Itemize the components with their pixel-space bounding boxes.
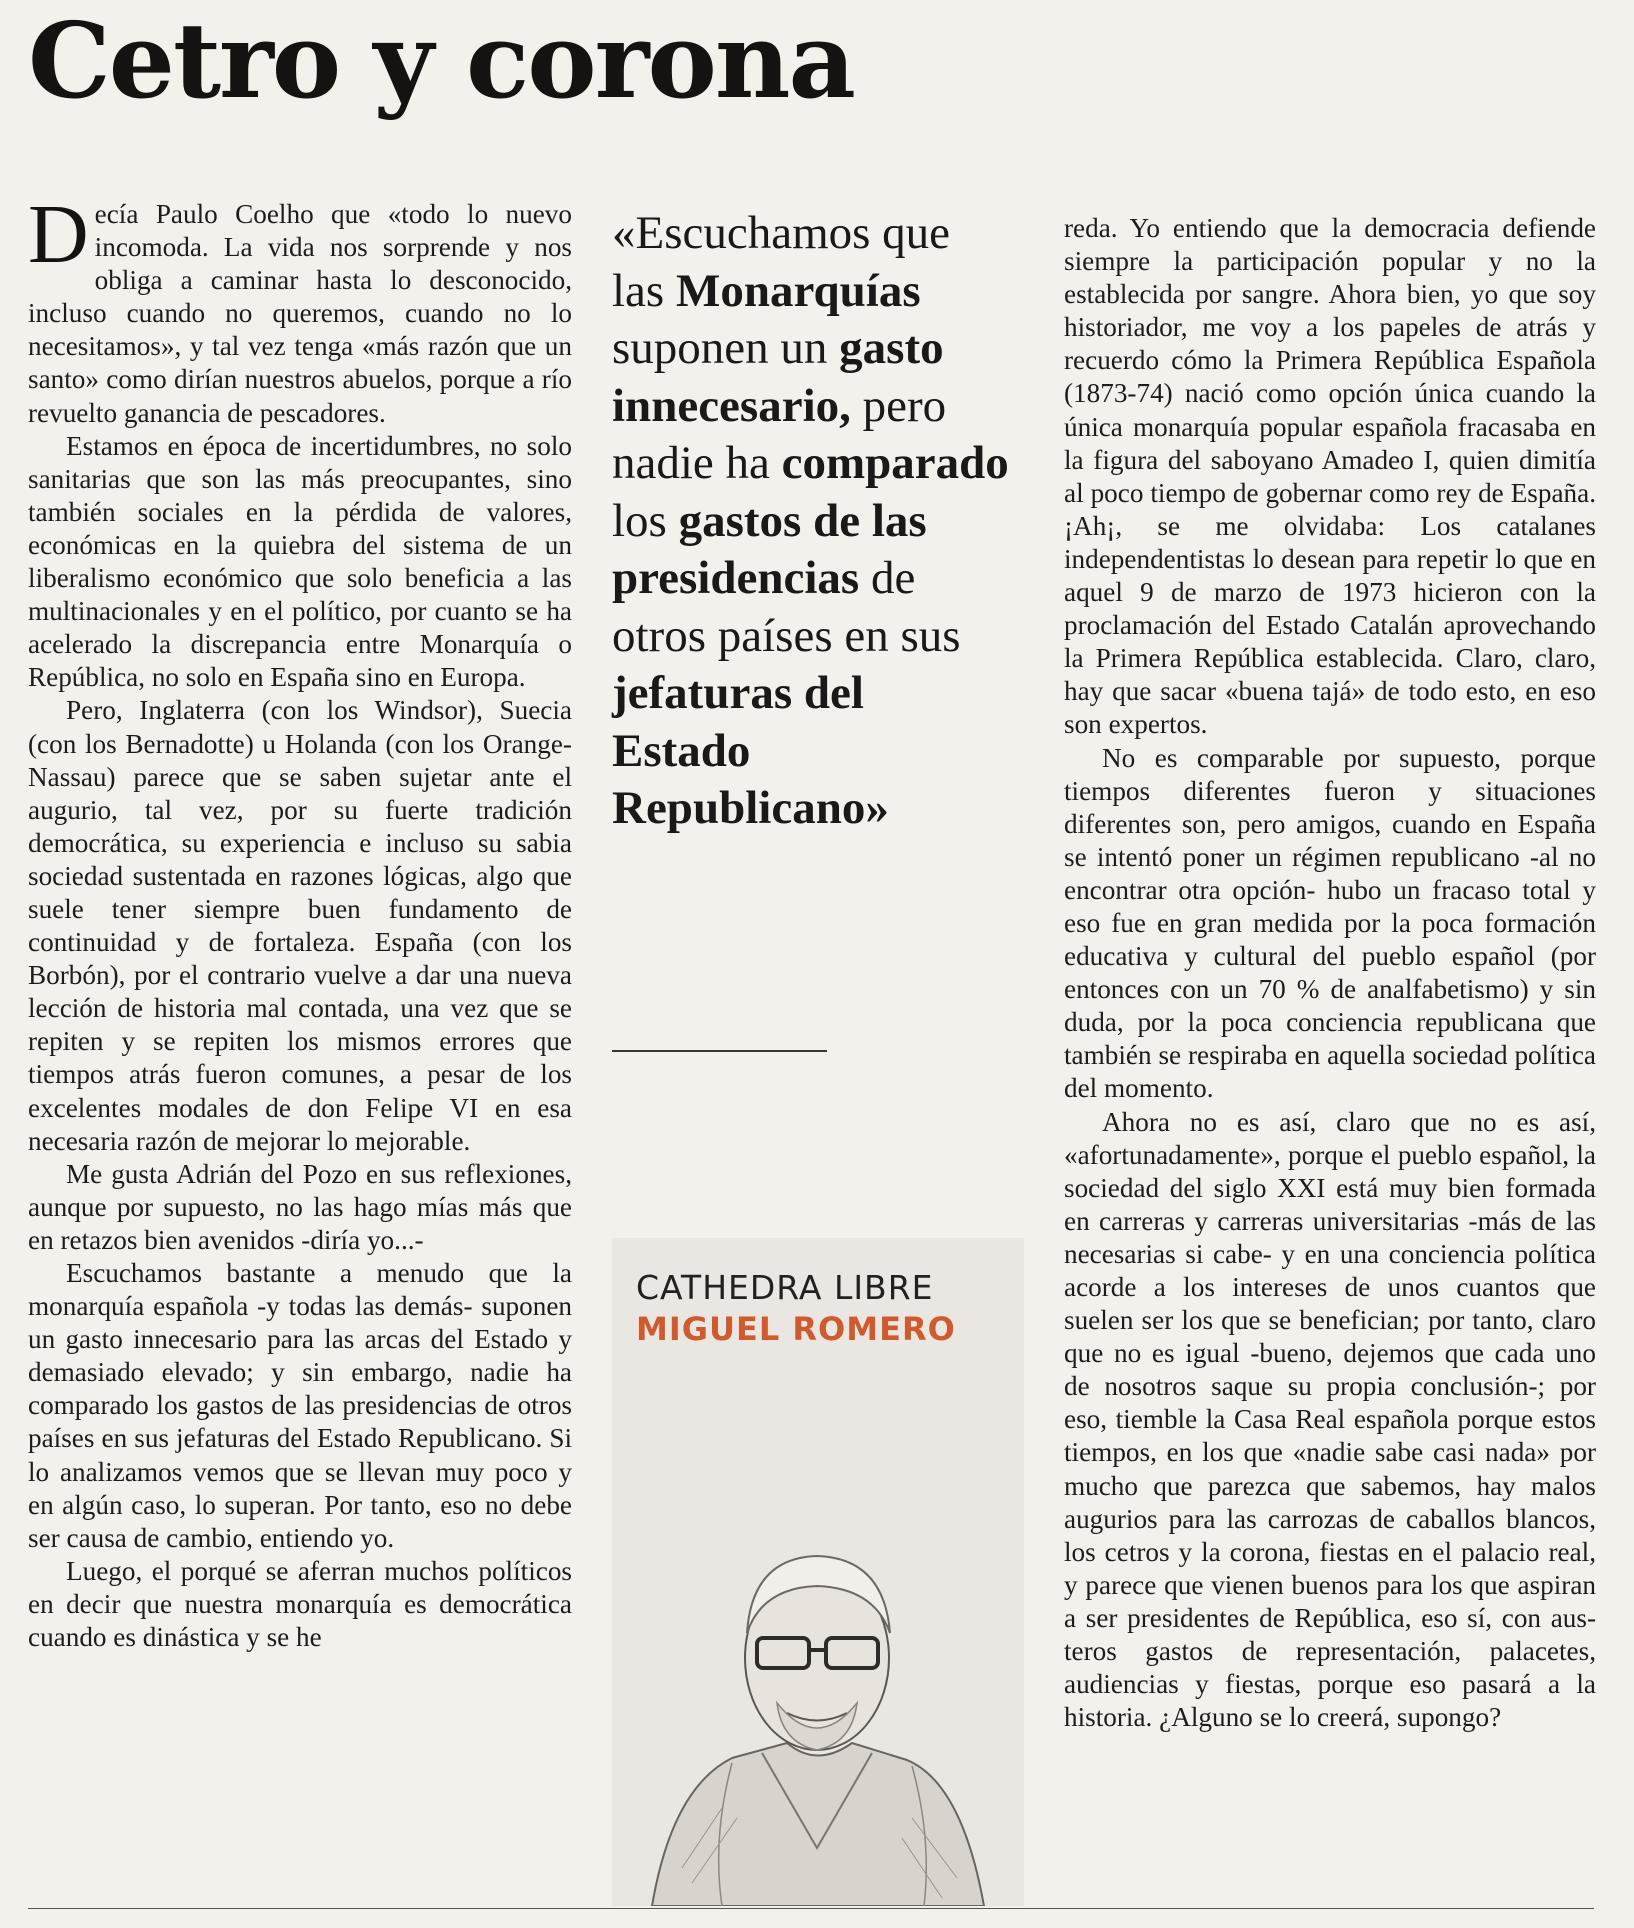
pull-quote-segment: Monarquías — [675, 264, 921, 317]
pull-quote-segment: gastos de las presidencias — [612, 494, 927, 604]
section-label: CATHEDRA LIBRE — [636, 1268, 934, 1307]
pull-quote-segment: suponen un — [612, 322, 840, 374]
paragraph: Ahora no es así, claro que no es así, «afortunadamente», porque el pueblo español, la sociedad del siglo XXI está muy bien formada en carreras y carreras universitarias -más de las necesarias si cabe- y en una conciencia política acorde a los intereses de unos cuantos que suelen ser los que se benefician; por tanto, claro que no es igual -bueno, dejemos que cada uno de nosotros saque su propia conclusión-; por eso, tiemble la Casa Real española porque estos tiempos, en los que «nadie sabe casi nada» por mucho que parezca que sabemos, hay malos augurios para las carrozas de caballos blancos, los cetros y la corona, fiestas en el palacio real, y parece que vienen buenos para los que aspiran a ser presidentes de República, eso sí, con austeros gastos de representación, palacetes, audiencias y fiestas, porque eso pasará a la historia. ¿Alguno se lo creerá, supongo? — [1064, 1106, 1596, 1733]
pull-quote-segment: de otros países en sus — [612, 552, 961, 662]
pull-quote — [612, 205, 1012, 838]
author-portrait-illustration — [612, 1538, 1024, 1906]
paragraph: Pero, Inglaterra (con los Windsor), Suecia (con los Bernadotte) u Holanda (con los Orange-Nassau) parece que se saben sujetar ante el augurio, tal vez, por su fuerte tradición democrática, su experiencia e incluso su sabia sociedad sustentada en razones lógicas, algo que suele tener siempre buen fundamento de continuidad y de fortaleza. España (con los Borbón), por el contrario vuelve a dar una nueva lección de historia mal contada, una vez que se repiten y se repiten los mismos errores que tiempos atrás fueron comunes, a pesar de los excelentes modales de don Felipe VI en esa necesaria razón de mejorar lo mejorable. — [28, 695, 572, 1156]
paragraph: Estamos en época de incertidumbres, no solo sanitarias que son las más preocupantes, sino también sociales en la pérdida de valores, económicas en la quiebra del sistema de un liberalismo económico que solo beneficia a las multinacionales y en el político, por cuanto se ha acelerado la discrepancia entre Monarquía o República, no solo en España sino en Europa. — [28, 430, 572, 693]
pull-quote-segment: gasto innecesario, — [612, 322, 944, 432]
paragraph: Decía Paulo Coelho que «todo lo nuevo incomoda. La vida nos sorprende y nos obliga a caminar hasta lo desconocido, incluso cuando no queremos, cuando no lo necesitamos», y tal vez tenga «más razón que un santo» como dirían nuestros abuelos, porque a río revuelto ganancia de pescadores. — [28, 188, 572, 428]
author-name: MIGUEL ROMERO — [636, 1310, 956, 1348]
pull-quote-segment: comparado — [781, 437, 1009, 489]
paragraph: reda. Yo entiendo que la democracia defiende siempre la participación popular y no la establecida por sangre. Ahora bien, yo que soy historiador, me voy a los papeles de atrás y recuerdo cómo la Primera República Española (1873-74) nació como opción única cuando la única monarquía popular española fracasaba en la figura del saboyano Amadeo I, quien dimitía al poco tiempo de gobernar como rey de España. ¡Ah¡, se me olvidaba: Los catalanes independentistas lo desean para repetir lo que en aquel 9 de marzo de 1973 hicieron con la proclamación del Estado Catalán aprovechando la Primera República establecida. Claro, claro, hay que sacar «buena tajá» de todo esto, en eso son expertos. — [1064, 213, 1596, 740]
column-signature-box — [612, 1238, 1024, 1906]
pull-quote-segment: «Escuchamos que las — [612, 207, 951, 317]
pull-quote-segment: pero nadie ha — [612, 379, 947, 489]
paragraph: No es comparable por supuesto, porque tiempos diferentes fueron y situaciones diferentes son, pero amigos, cuando en España se intentó poner un régimen republicano -al no encontrar otra opción- hubo un fracaso total y eso fue en gran medida por la poca formación educativa y cultural del pueblo español (por entonces con un 70 % de analfabetismo) y sin duda, por la poca conciencia republicana que también se respiraba en aquella sociedad política del momento. — [1064, 742, 1596, 1104]
paragraph: Luego, el porqué se aferran muchos políticos en decir que nuestra monarquía es democrática cuando es dinástica y se he — [28, 1555, 572, 1653]
headline: Cetro y corona — [28, 0, 854, 122]
pull-quote-segment: los — [612, 494, 679, 547]
page-bottom-rule — [28, 1908, 1594, 1909]
paragraph: Escuchamos bastante a menudo que la monarquía española -y todas las demás- suponen un gasto innecesario para las arcas del Estado y demasiado elevado; y sin embargo, nadie ha comparado los gastos de las presidencias de otros países en sus jefaturas del Estado Republicano. Si lo analizamos vemos que se llevan muy poco y en algún caso, lo superan. Por tanto, eso no debe ser causa de cambio, entiendo yo. — [28, 1258, 572, 1553]
pull-quote-divider — [612, 1050, 827, 1052]
paragraph: Me gusta Adrián del Pozo en sus reflexiones, aunque por supuesto, no las hago mías más que en retazos bien avenidos -diría yo...- — [28, 1158, 572, 1255]
drop-cap: D — [28, 188, 89, 281]
pull-quote-segment: jefaturas del Estado Republicano» — [612, 667, 889, 834]
article-column-2 — [1064, 212, 1596, 1734]
article-column-1 — [28, 188, 572, 1654]
